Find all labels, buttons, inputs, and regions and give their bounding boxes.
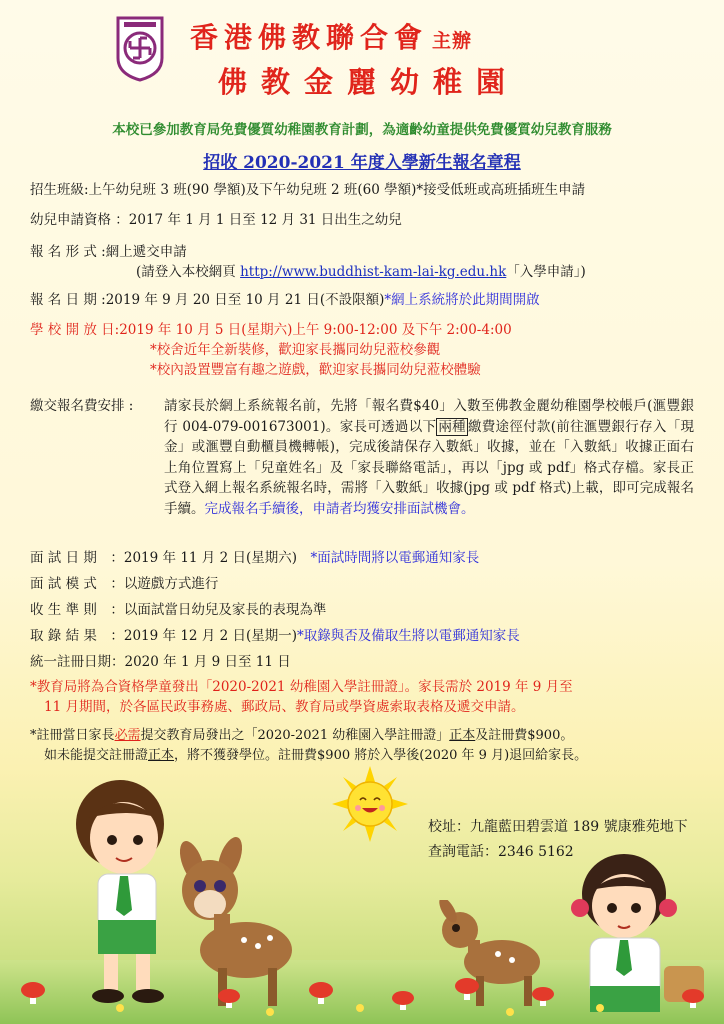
results-line: 取 錄 結 果 ：2019 年 12 月 2 日(星期一)*取錄與否及備取生將以電郵通知家長 (30, 628, 520, 644)
enquiry-phone: 查詢電話：2346 5162 (428, 844, 574, 860)
open-day-note-1: *校舍近年全新裝修，歡迎家長攜同幼兒蒞校參觀 (150, 342, 441, 358)
open-day-note-2: *校內設置豐富有趣之遊戲，歡迎家長攜同幼兒蒞校體驗 (150, 362, 481, 378)
notice-1-line-1: *教育局將為合資格學童發出「2020-2021 幼稚園入學註冊證」。家長需於 2019 年 9 月至 (30, 679, 573, 695)
notice-2-line-1: *註冊當日家長必需提交教育局發出之「2020-2021 幼稚園入學註冊證」正本及註冊費$900。 (30, 728, 574, 743)
eligibility-line: 幼兒申請資格 ：2017 年 1 月 1 日至 12 月 31 日出生之幼兒 (30, 212, 402, 228)
sun-illustration (332, 766, 408, 842)
organizer-title: 香港佛教聯合會 主辦 (190, 21, 473, 54)
mushroom-decoration (0, 968, 724, 1024)
notice-2-line-2: 如未能提交註冊證正本，將不獲發學位。註冊費$900 將於入學後(2020 年 9 月)退回給家長。 (44, 748, 588, 763)
school-address: 校址：九龍藍田碧雲道 189 號康雅苑地下 (428, 819, 688, 835)
website-note: (請登入本校網頁 http://www.buddhist-kam-lai-kg.edu.hk「入學申請」) (136, 264, 586, 280)
interview-date-line: 面 試 日 期 ：2019 年 11 月 2 日(星期六) *面試時間將以電郵通知家長 (30, 550, 480, 566)
classes-line: 招生班級:上午幼兒班 3 班(90 學額)及下午幼兒班 2 班(60 學額)*接受低班或高班插班生申請 (30, 182, 586, 198)
open-day-line: 學 校 開 放 日:2019 年 10 月 5 日(星期六)上午 9:00-12:00 及下午 2:00-4:00 (30, 322, 512, 338)
application-form-line: 報 名 形 式 :網上遞交申請 (30, 244, 187, 260)
two-methods-box: 兩種 (438, 418, 466, 435)
registration-line: 統一註冊日期：2020 年 1 月 9 日至 11 日 (30, 654, 291, 670)
fee-label: 繳交報名費安排 : (30, 398, 134, 414)
organizer-suffix: 主辦 (432, 30, 473, 52)
fee-paragraph: 請家長於網上系統報名前，先將「報名費$40」入數至佛教金麗幼稚園學校帳戶(滙豐銀行 004-079-001673001)。家長可透過以下 兩種 繳費途徑付款(前往滙豐銀行存入「現金」或滙豐自動櫃員機轉帳)，完成後請保存入數紙」收據，並在「入數紙」收據正面右上角位置寫上「兒童姓名」及「家長聯絡電話」，再以「jpg 或 pdf」格式存檔。家長正式登入網上報名系統報名時，需將「入數紙」收據(jpg 或 pdf 格式)上載，即可完成報名手續。完成報名手續後，申請者均獲安排面試機會。 (164, 398, 694, 517)
school-name: 佛教金麗幼稚園 (218, 65, 520, 99)
free-scheme-note: 本校已參加教育局免費優質幼稚園教育計劃，為適齡幼童提供免費優質幼兒教育服務 (112, 122, 612, 138)
criteria-line: 收 生 準 則 ：以面試當日幼兒及家長的表現為準 (30, 602, 327, 618)
school-logo (114, 14, 166, 82)
admission-heading: 招收 2020-2021 年度入學新生報名章程 (203, 153, 521, 173)
school-website-link[interactable]: http://www.buddhist-kam-lai-kg.edu.hk (240, 264, 507, 280)
interview-mode-line: 面 試 模 式 ：以遊戲方式進行 (30, 576, 219, 592)
interview-guarantee-note: 完成報名手續後，申請者均獲安排面試機會。 (204, 500, 475, 517)
application-period-line: 報 名 日 期 :2019 年 9 月 20 日至 10 月 21 日(不設限額)*網上系統將於此期間開啟 (30, 292, 540, 308)
notice-1-line-2: 11 月期間，於各區民政事務處、郵政局、教育局或學資處索取表格及遞交申請。 (44, 699, 525, 715)
period-note: *網上系統將於此期間開啟 (384, 292, 540, 308)
